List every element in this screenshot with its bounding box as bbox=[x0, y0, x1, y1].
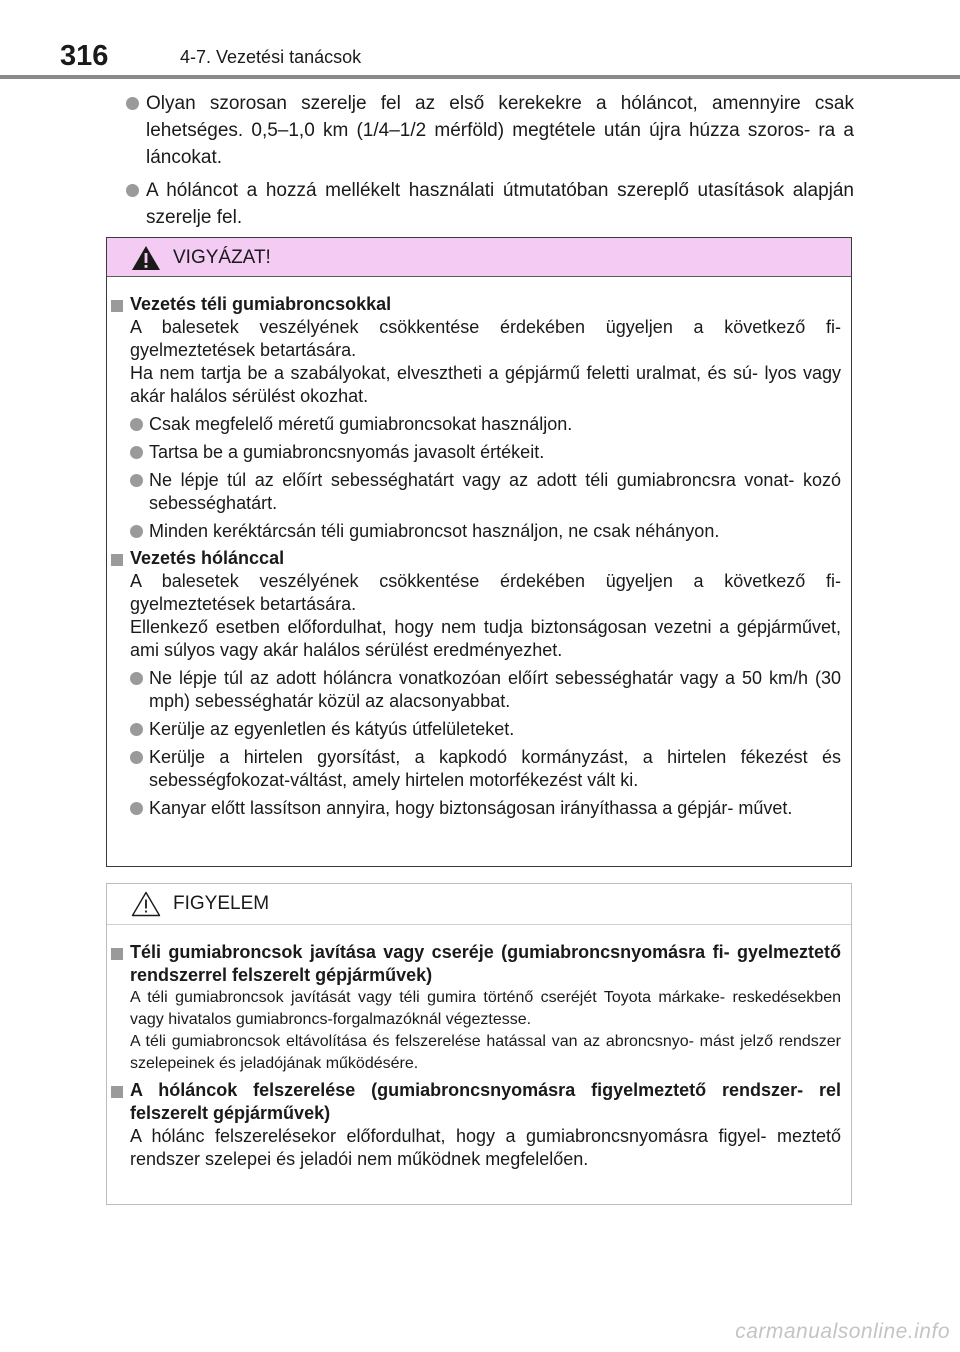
bullet-icon bbox=[130, 751, 143, 764]
caution-title: FIGYELEM bbox=[173, 893, 270, 914]
intro-bullet-list bbox=[126, 90, 854, 237]
list-item bbox=[126, 90, 854, 171]
bullet-text: Olyan szorosan szerelje fel az első kerekekre a hóláncot, amennyire csak lehetséges. 0,5–1,0 km (1/4–1/2 mérföld) megtétele után újra húzza szoros- ra a láncokat. bbox=[146, 93, 854, 168]
page-header bbox=[0, 0, 960, 80]
paragraph: A téli gumiabroncsok javítását vagy téli gumira történő cseréjét Toyota márkake- reskedésekben vagy hivatalos gumiabroncs-forgalmazóknál végeztesse. bbox=[130, 989, 841, 1028]
bullet-icon bbox=[130, 418, 143, 431]
list-item bbox=[130, 718, 841, 741]
bullet-icon bbox=[130, 802, 143, 815]
warning-header bbox=[107, 238, 851, 277]
square-bullet-icon bbox=[111, 300, 123, 312]
caution-triangle-icon bbox=[131, 891, 161, 917]
paragraph: A hólánc felszerelésekor előfordulhat, hogy a gumiabroncsnyomásra figyel- meztető rendszer szelepei és jeladói nem működnek megfelelően. bbox=[130, 1126, 841, 1169]
warning-section bbox=[111, 547, 841, 820]
caution-section bbox=[111, 1079, 841, 1171]
bullet-text: Ne lépje túl az előírt sebességhatárt vagy az adott téli gumiabroncsra vonat- kozó sebességhatárt. bbox=[149, 470, 841, 513]
warning-title: VIGYÁZAT! bbox=[173, 247, 271, 268]
warning-box bbox=[106, 237, 852, 867]
list-item bbox=[130, 667, 841, 713]
bullet-text: Tartsa be a gumiabroncsnyomás javasolt értékeit. bbox=[149, 442, 545, 462]
section-heading: Vezetés hólánccal bbox=[130, 548, 285, 568]
section-heading: Vezetés téli gumiabroncsokkal bbox=[130, 294, 392, 314]
bullet-icon bbox=[126, 97, 139, 110]
list-item bbox=[130, 520, 841, 543]
watermark: carmanualsonline.info bbox=[735, 1320, 950, 1343]
section-heading: Téli gumiabroncsok javítása vagy cseréje (gumiabroncsnyomásra fi- gyelmeztető rendszerrel felszerelt gépjárművek) bbox=[130, 942, 841, 985]
list-item bbox=[130, 413, 841, 436]
list-item bbox=[126, 177, 854, 231]
bullet-text: Kerülje az egyenletlen és kátyús útfelületeket. bbox=[149, 719, 515, 739]
square-bullet-icon bbox=[111, 948, 123, 960]
list-item bbox=[130, 469, 841, 515]
section-heading: A hóláncok felszerelése (gumiabroncsnyomásra figyelmeztető rendszer- rel felszerelt gépjárművek) bbox=[130, 1080, 841, 1123]
square-bullet-icon bbox=[111, 1086, 123, 1098]
bullet-icon bbox=[130, 672, 143, 685]
bullet-icon bbox=[126, 184, 139, 197]
warning-section bbox=[111, 293, 841, 543]
bullet-icon bbox=[130, 474, 143, 487]
square-bullet-icon bbox=[111, 554, 123, 566]
list-item bbox=[130, 441, 841, 464]
bullet-text: Kerülje a hirtelen gyorsítást, a kapkodó kormányzást, a hirtelen fékezést és sebességfokozat-váltást, amely hirtelen motorfékezést vált ki. bbox=[149, 747, 841, 790]
bullet-text: A hóláncot a hozzá mellékelt használati útmutatóban szereplő utasítások alapján szerelje fel. bbox=[146, 180, 854, 228]
bullet-icon bbox=[130, 525, 143, 538]
warning-body bbox=[107, 277, 851, 820]
caution-section bbox=[111, 941, 841, 1075]
page-number: 316 bbox=[60, 40, 109, 72]
bullet-text: Minden keréktárcsán téli gumiabroncsot használjon, ne csak néhányon. bbox=[149, 521, 720, 541]
caution-box bbox=[106, 883, 852, 1205]
bullet-icon bbox=[130, 723, 143, 736]
bullet-icon bbox=[130, 446, 143, 459]
bullet-text: Kanyar előtt lassítson annyira, hogy biztonságosan irányíthassa a gépjár- művet. bbox=[149, 798, 793, 818]
warning-triangle-icon bbox=[131, 245, 161, 271]
bullet-text: Csak megfelelő méretű gumiabroncsokat használjon. bbox=[149, 414, 573, 434]
paragraph: Ellenkező esetben előfordulhat, hogy nem tudja biztonságosan vezetni a gépjárművet, ami súlyos vagy akár halálos sérülést eredményezhet. bbox=[130, 617, 841, 660]
bullet-text: Ne lépje túl az adott hóláncra vonatkozóan előírt sebességhatár vagy a 50 km/h (30 mph) sebességhatár közül az alacsonyabbat. bbox=[149, 668, 841, 711]
list-item bbox=[130, 797, 841, 820]
caution-header bbox=[107, 884, 851, 925]
paragraph: A balesetek veszélyének csökkentése érdekében ügyeljen a következő fi- gyelmeztetések betartására. bbox=[130, 317, 841, 360]
caution-body bbox=[107, 925, 851, 1171]
paragraph: Ha nem tartja be a szabályokat, elvesztheti a gépjármű feletti uralmat, és sú- lyos vagy akár halálos sérülést okozhat. bbox=[130, 363, 841, 406]
header-divider bbox=[0, 75, 960, 79]
paragraph: A balesetek veszélyének csökkentése érdekében ügyeljen a következő fi- gyelmeztetések betartására. bbox=[130, 571, 841, 614]
paragraph: A téli gumiabroncsok eltávolítása és felszerelése hatással van az abroncsnyo- mást jelző rendszer szelepeinek és jeladójának működésére. bbox=[130, 1033, 841, 1072]
section-title: 4-7. Vezetési tanácsok bbox=[180, 47, 362, 67]
list-item bbox=[130, 746, 841, 792]
